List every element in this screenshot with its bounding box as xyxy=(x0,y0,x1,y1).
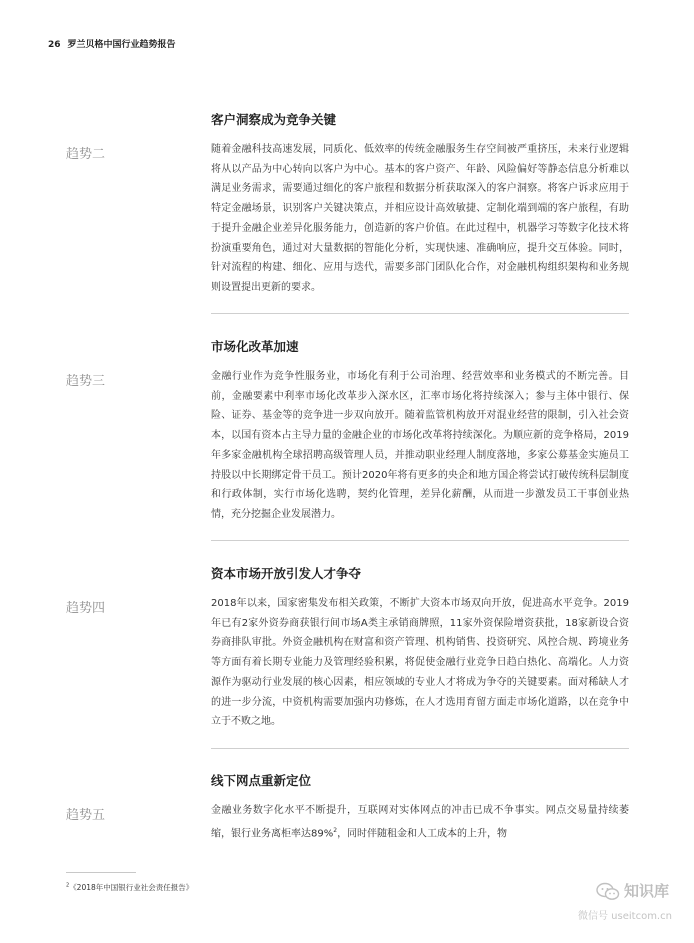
section-body: 金融行业作为竞争性服务业，市场化有利于公司治理、经营效率和业务模式的不断完善。目前，金融要素中利率市场化改革步入深水区，汇率市场化将持续深入；参与主体中银行、保险、证券、基金等的竞争进一步双向放开。随着监管机构放开对混业经营的限制，引入社会资本，以国有资本占主导力量的金融企业的市场化改革将持续深化。为顺应新的竞争格局，2019年多家金融机构全球招聘高级管理人员，并推动职业经理人制度落地，多家公募基金实施员工持股以中长期绑定骨干员工。预计2020年将有更多的央企和地方国企将尝试打破传统科层制度和行政体制，实行市场化选聘，契约化管理，差异化薪酬，从而进一步激发员工干事创业热情，充分挖掘企业发展潜力。 xyxy=(211,371,629,520)
trend-label: 趋势三 xyxy=(66,374,106,389)
section-divider xyxy=(211,748,629,749)
trend-label: 趋势四 xyxy=(66,601,106,616)
section-title: 客户洞察成为竞争关键 xyxy=(211,112,337,127)
watermark-sub: 微信号 useitcom.cn xyxy=(578,911,672,922)
trend-label: 趋势二 xyxy=(66,147,106,162)
body-text-part: 金融业务数字化水平不断提升，互联网对实体网点的冲击已成不争事实。网点交易量持续萎缩，银行业务离柜率达89% xyxy=(211,805,629,840)
footnote xyxy=(66,882,193,893)
body-text-part: ，同时伴随租金和人工成本的上升，物 xyxy=(337,828,508,840)
page-number: 26 xyxy=(48,40,61,50)
section-title: 市场化改革加速 xyxy=(211,339,299,354)
section-title: 资本市场开放引发人才争夺 xyxy=(211,566,362,581)
footnote-marker: 2 xyxy=(66,882,70,889)
section-body xyxy=(211,801,629,844)
section-body: 2018年以来，国家密集发布相关政策，不断扩大资本市场双向开放，促进高水平竞争。2019年已有2家外资券商获银行间市场A类主承销商牌照，11家外资保险增资获批，18家新设合资券商排队审批。外资金融机构在财富和资产管理、机构销售、投资研究、风控合规、跨境业务等方面有着长期专业能力及管理经验积累，将促使金融行业竞争日趋白热化、高端化。人力资源作为驱动行业发展的核心因素，相应领域的专业人才将成为争夺的关键要素。面对稀缺人才的进一步分流，中资机构需要加强内功修炼，在人才选用育留方面走市场化道路，以在竞争中立于不败之地。 xyxy=(211,598,629,728)
section-title: 线下网点重新定位 xyxy=(211,773,312,788)
footnote-text: 《2018年中国银行业社会责任报告》 xyxy=(69,883,194,892)
watermark-name: 知识库 xyxy=(624,882,670,900)
wechat-icon xyxy=(596,882,620,902)
footnote-ref[interactable]: 2 xyxy=(333,826,338,834)
section-divider xyxy=(211,313,629,314)
footnote-rule xyxy=(66,872,136,873)
report-title: 罗兰贝格中国行业趋势报告 xyxy=(67,40,176,50)
watermark xyxy=(578,880,686,930)
trend-label: 趋势五 xyxy=(66,808,106,823)
section-divider xyxy=(211,540,629,541)
page-header xyxy=(48,37,176,50)
section-body: 随着金融科技高速发展，同质化、低效率的传统金融服务生存空间被严重挤压，未来行业逻辑将从以产品为中心转向以客户为中心。基本的客户资产、年龄、风险偏好等静态信息分析难以满足业务需求，需要通过细化的客户旅程和数据分析获取深入的客户洞察。将客户诉求应用于特定金融场景，识别客户关键决策点，并相应设计高效敏捷、定制化端到端的客户旅程，有助于提升金融企业差异化服务能力，创造新的客户价值。在此过程中，机器学习等数字化技术将扮演重要角色，通过对大量数据的智能化分析，实现快速、准确响应，提升交互体验。同时，针对流程的构建、细化、应用与迭代，需要多部门团队化合作，对金融机构组织架构和业务规则设置提出更新的要求。 xyxy=(211,144,629,293)
